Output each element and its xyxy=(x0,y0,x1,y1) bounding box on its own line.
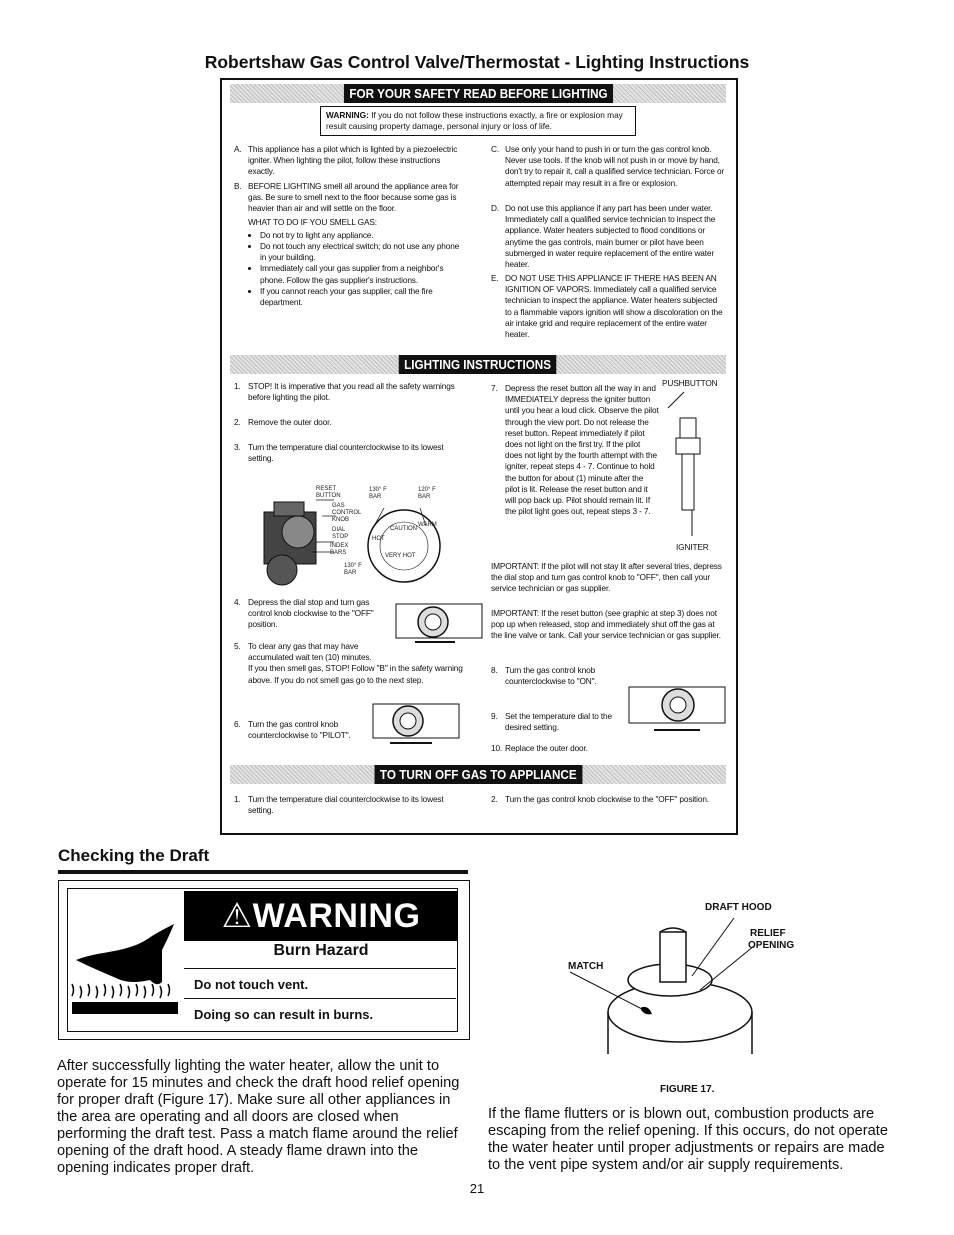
reset-button-shape xyxy=(274,502,304,516)
leader-line xyxy=(700,946,754,990)
lighting-step-3: 3. Turn the temperature dial counterclockwise to its lowest setting. xyxy=(234,442,444,464)
lighting-step-10: 10. Replace the outer door. xyxy=(491,743,588,753)
turnoff-heading: TO TURN OFF GAS TO APPLIANCE xyxy=(374,765,582,784)
warning-line-1: Do not touch vent. xyxy=(194,977,309,992)
safety-item-d: D. Do not use this appliance if any part has been under water. Immediately call a qualified service technician to inspect the appliance. Water heaters subjected to flood conditions or anytime the gas controls, main burner or pilot have been submerged in water require replacement of the entire water heater. xyxy=(491,203,716,270)
draft-hood-figure xyxy=(560,898,820,1058)
safety-item-b: B. BEFORE LIGHTING smell all around the appliance area for gas. Be sure to smell next to the floor because some gas is heavier than air and will settle on the floor. WHAT TO DO IF YOU SMELL GAS: • Do not try to light any appliance. • Do not touch any electrical switch; do not use any phone in your building. • Immediately call your gas supplier from a neighbor's phone. Follow the gas supplier's instructions. • If you cannot reach your gas supplier, call the fire department. xyxy=(234,181,466,308)
safety-item-c: C. Use only your hand to push in or turn the gas control knob. Never use tools. If the knob will not push in or move by hand, don't try to repair it, call a qualified service technician. Force or attempted repair may result in a fire or explosion. xyxy=(491,144,725,188)
valve-on-illustration xyxy=(628,686,726,738)
important-note-1: IMPORTANT: If the pilot will not stay lit after several tries, depress the dial stop and turn gas control knob to "OFF", then call your service technician or gas supplier. xyxy=(491,561,722,594)
label-index-bars: INDEX BARS xyxy=(330,543,349,556)
warning-text: If you do not follow these instructions exactly, a fire or explosion may result causing property damage, personal injury or loss of life. xyxy=(326,110,623,131)
lighting-step-9: 9. Set the temperature dial to the desired setting. xyxy=(491,711,612,733)
smell-gas-subhead: WHAT TO DO IF YOU SMELL GAS: xyxy=(248,216,377,227)
lighting-step-1: 1. STOP! It is imperative that you read all the safety warnings before lighting the pilot. xyxy=(234,381,455,403)
safety-item-e: E. DO NOT USE THIS APPLIANCE IF THERE HAS BEEN AN IGNITION OF VAPORS. Immediately call a qualified service technician to inspect the appliance. Water heaters subjected to a flammable vapors ignition will show a discoloration on the air intake grid and require replacement of the entire water heater. xyxy=(491,273,723,340)
igniter-label: IGNITER xyxy=(676,542,709,552)
label-120f: 120° F BAR xyxy=(418,487,436,500)
heading-rule xyxy=(58,870,468,874)
knob-center xyxy=(425,614,441,630)
hot-surface-bar xyxy=(72,1002,178,1014)
valve-pilot-illustration xyxy=(372,703,462,749)
igniter-body xyxy=(676,438,700,454)
label-warm: WARM xyxy=(418,522,437,528)
list-item: • Do not try to light any appliance. xyxy=(260,230,466,241)
page-title: Robertshaw Gas Control Valve/Thermostat - Lighting Instructions xyxy=(204,52,750,72)
warning-triangle-icon: ⚠ xyxy=(221,897,253,935)
page-number: 21 xyxy=(469,1181,485,1196)
label-reset-button: RESET BUTTON xyxy=(316,486,341,499)
leader-line xyxy=(668,392,684,408)
warning-label: WARNING: xyxy=(326,110,369,120)
list-item: • Immediately call your gas supplier from a neighbor's phone. Follow the gas supplier's instructions. xyxy=(260,263,466,285)
label-very-hot: VERY HOT xyxy=(385,553,416,559)
lighting-step-5: 5. To clear any gas that may have accumulated wait ten (10) minutes. If you then smell gas, STOP! Follow "B" in the safety warning above. If you do not smell gas go to the next step. xyxy=(234,641,463,685)
turnoff-band xyxy=(230,765,726,784)
warning-box xyxy=(320,106,636,136)
label-match: MATCH xyxy=(568,961,604,972)
heat-waves xyxy=(72,984,170,998)
safety-item-a: A. This appliance has a pilot which is lighted by a piezoelectric igniter. When lighting the pilot, follow these instructions exactly. xyxy=(234,144,458,177)
label-hot: HOT xyxy=(372,536,385,542)
lighting-heading: LIGHTING INSTRUCTIONS xyxy=(399,355,557,374)
label-130f-top: 130° F BAR xyxy=(369,487,387,500)
burn-hand-icon xyxy=(70,920,180,1028)
label-gas-control-knob: GAS CONTROL KNOB xyxy=(332,503,362,523)
figure-caption: FIGURE 17. xyxy=(660,1084,715,1095)
vent-pipe xyxy=(660,932,686,982)
warning-line-2: Doing so can result in burns. xyxy=(194,1007,374,1022)
label-opening: OPENING xyxy=(748,940,795,951)
gas-control-knob-shape xyxy=(282,516,314,548)
igniter-illustration xyxy=(662,388,712,540)
warning-banner: ⚠WARNING xyxy=(184,891,458,941)
dial-face xyxy=(368,510,440,582)
list-item: • Do not touch any electrical switch; do not use any phone in your building. xyxy=(260,241,466,263)
draft-heading: Checking the Draft xyxy=(58,846,210,865)
lighting-step-7: 7. Depress the reset button all the way in and IMMEDIATELY depress the igniter button until you hear a loud click. Observe the pilot through the view port. Do not release the reset button. Repeat immediately if pilot does not light on the first try. If the pilot does not light by the fourth attempt with the igniter, repeat steps 4 - 7. Continue to hold the button for about (1) minute after the pilot is lit. Release the reset button and it will pop back up. Pilot should remain lit. If the pilot light goes out, repeat steps 3 - 7. xyxy=(491,383,659,517)
turnoff-step-2: 2. Turn the gas control knob clockwise to the "OFF" position. xyxy=(491,794,709,804)
lighting-band xyxy=(230,355,726,374)
pushbutton-shape xyxy=(680,418,696,438)
igniter-shaft xyxy=(682,454,694,510)
burn-hazard-title: Burn Hazard xyxy=(273,942,369,959)
lighting-step-6: 6. Turn the gas control knob counterclockwise to "PILOT". xyxy=(234,719,351,741)
label-relief: RELIEF xyxy=(750,928,786,939)
knob-center xyxy=(400,713,416,729)
safety-band xyxy=(230,84,726,103)
lighting-step-8: 8. Turn the gas control knob counterclockwise to "ON". xyxy=(491,665,597,687)
lighting-step-4: 4. Depress the dial stop and turn gas control knob clockwise to the "OFF" position. xyxy=(234,597,374,630)
label-caution: CAUTION xyxy=(390,526,417,532)
divider xyxy=(184,998,456,999)
label-draft-hood: DRAFT HOOD xyxy=(705,902,772,913)
temperature-dial-shape xyxy=(267,555,297,585)
important-note-2: IMPORTANT: If the reset button (see graphic at step 3) does not pop up when released, stop and immediately shut off the gas at the line valve or tank. Call your service technician or gas supplier. xyxy=(491,608,721,641)
hand-shape xyxy=(76,924,174,984)
pushbutton-label: PUSHBUTTON xyxy=(662,378,718,388)
draft-paragraph-1: After successfully lighting the water heater, allow the unit to operate for 15 minutes and check the draft hood relief opening for proper draft (Figure 17). Make sure all other appliances in the area are operating and all doors are closed when performing the draft test. Pass a match flame around the relief opening of the draft hood. A steady flame drawn into the opening indicates proper draft. xyxy=(57,1058,460,1176)
safety-heading: FOR YOUR SAFETY READ BEFORE LIGHTING xyxy=(343,84,612,103)
lighting-step-2: 2. Remove the outer door. xyxy=(234,417,332,427)
label-dial-stop: DIAL STOP xyxy=(332,527,349,540)
smell-gas-list xyxy=(248,230,466,308)
knob-center xyxy=(670,697,686,713)
turnoff-step-1: 1. Turn the temperature dial counterclockwise to its lowest setting. xyxy=(234,794,444,816)
label-130f-bottom: 130° F BAR xyxy=(344,563,362,576)
draft-paragraph-2: If the flame flutters or is blown out, combustion products are escaping from the relief opening. If this occurs, do not operate the water heater until proper adjustments or repairs are made to the vent pipe system and/or air supply requirements. xyxy=(488,1106,888,1173)
divider xyxy=(184,968,456,969)
list-item: • If you cannot reach your gas supplier, call the fire department. xyxy=(260,286,466,308)
